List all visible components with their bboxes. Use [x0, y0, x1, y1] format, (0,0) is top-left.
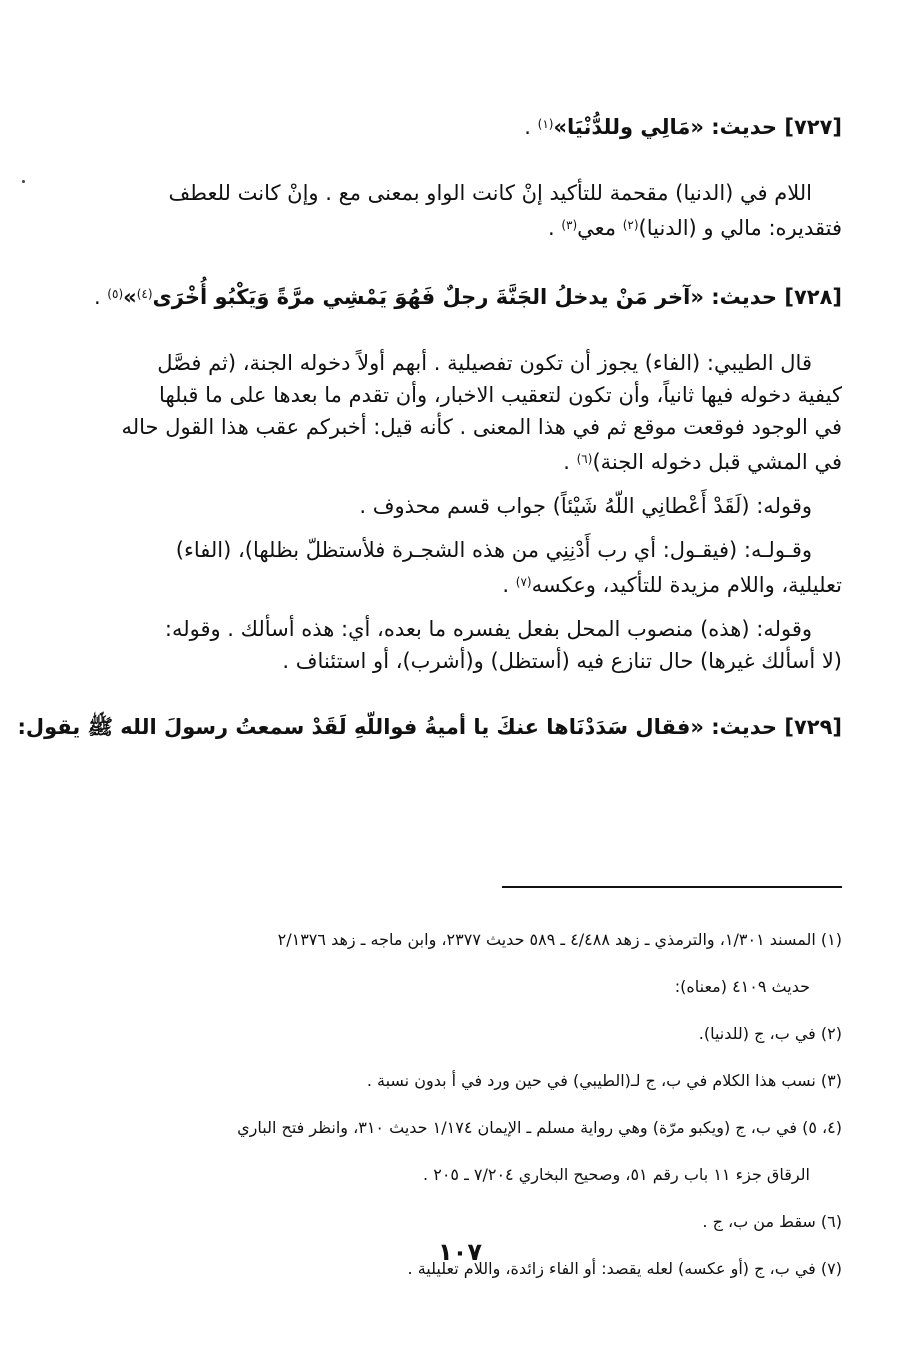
footnote-7: (٧) في ب، ج (أو عكسه) لعله يقصد: أو الفاء زائدة، واللام تعليلية .	[407, 1259, 842, 1278]
para-2-line-1: قال الطيبي: (الفاء) يجوز أن تكون تفصيلية . أبهم أولاً دخوله الجنة، (ثم فصَّل	[157, 351, 812, 375]
hadith-727-label: [٧٢٧] حديث:	[703, 115, 842, 139]
main-text	[17, 86, 842, 765]
para-1-line-1: اللام في (الدنيا) مقحمة للتأكيد إنْ كانت الواو بمعنى مع . وإنْ كانت للعطف	[168, 181, 812, 205]
footnote-mark-7: (٧)	[515, 575, 532, 589]
footnote-mark-6: (٦)	[576, 452, 593, 466]
para-4-line-2b: .	[502, 573, 516, 597]
footnote-1-line-2: حديث ٤١٠٩ (معناه):	[674, 977, 810, 996]
hadith-728-label: [٧٢٨] حديث:	[703, 285, 842, 309]
para-1-line-2b: معي	[577, 216, 623, 240]
para-1-line-2a: فتقديره: مالي و (الدنيا)	[638, 216, 842, 240]
para-5-line-2: (لا أسألك غيرها) حال تنازع فيه (أستظل) و(أشرب)، أو استئناف .	[282, 649, 842, 673]
footnote-1-line-1: (١) المسند ١/٣٠١، والترمذي ـ زهد ٤/٤٨٨ ـ ٥٨٩ حديث ٢٣٧٧، وابن ماجه ـ زهد ٢/١٣٧٦	[277, 930, 842, 949]
hadith-728-close: »	[123, 285, 137, 309]
footnote-mark-3: (٣)	[561, 218, 578, 232]
hadith-729-label: [٧٢٩] حديث:	[703, 715, 842, 739]
hadith-729-text: «فقال سَدَدْنَاها عنكَ يا أميةُ فواللّهِ لَقَدْ سمعتُ رسولَ الله ﷺ يقول:	[17, 715, 704, 739]
para-4-line-2a: تعليلية، واللام مزيدة للتأكيد، وعكسه	[531, 573, 842, 597]
scan-speck	[22, 180, 25, 183]
footnote-3: (٣) نسب هذا الكلام في ب، ج لـ(الطيبي) في حين ورد في أ بدون نسبة .	[366, 1071, 842, 1090]
para-3-line-1: وقوله: (لَقَدْ أَعْطانِي اللّهُ شَيْئاً) جواب قسم محذوف .	[359, 494, 812, 518]
para-4-line-1: وقـولـه: (فيقـول: أي رب أَدْنِنِي من هذه الشجـرة فلأستظلّ بظلها)، (الفاء)	[175, 538, 812, 562]
footnote-mark-1: (١)	[537, 117, 554, 131]
para-1-line-2c: .	[547, 216, 562, 240]
para-4-line-2	[128, 566, 842, 601]
para-1-line-2	[128, 209, 842, 244]
footnote-mark-5: (٥)	[107, 287, 124, 301]
footnote-divider	[502, 886, 842, 888]
hadith-728-end: .	[93, 285, 108, 309]
footnote-mark-4: (٤)	[136, 287, 153, 301]
hadith-727	[128, 107, 842, 144]
footnote-4-5-line-2: الرقاق جزء ١١ باب رقم ٥١، وصحيح البخاري ٧/٢٠٤ ـ ٢٠٥ .	[423, 1165, 810, 1184]
hadith-728	[93, 277, 842, 314]
footnote-4-5-line-1: (٤، ٥) في ب، ج (ويكبو مرّة) وهي رواية مسلم ـ الإيمان ١/١٧٤ حديث ٣١٠، وانظر فتح الباري	[237, 1118, 842, 1137]
footnote-2: (٢) في ب، ج (للدنيا).	[698, 1024, 842, 1043]
page-number: ١٠٧	[438, 1238, 482, 1266]
para-2-line-4	[128, 443, 842, 478]
para-2-line-3: في الوجود فوقعت موقع ثم في هذا المعنى . كأنه قيل: أخبركم عقب هذا القول حاله	[121, 415, 842, 439]
footnote-6: (٦) سقط من ب، ج .	[702, 1212, 842, 1231]
para-2-line-2: كيفية دخوله فيها ثانياً، وأن تكون لتعقيب الاخبار، وأن تقدم ما بعدها على ما قبلها	[159, 383, 842, 407]
para-2-line-4a: في المشي قبل دخوله الجنة)	[592, 450, 842, 474]
hadith-727-end: .	[524, 115, 538, 139]
hadith-727-text: «مَالِي وللدُّنْيَا»	[553, 115, 704, 139]
hadith-728-text: «آخر مَنْ يدخلُ الجَنَّةَ رجلٌ فَهُوَ يَمْشِي مرَّةً وَيَكْبُو أُخْرَى	[152, 285, 704, 309]
para-5-line-1: وقوله: (هذه) منصوب المحل بفعل يفسره ما بعده، أي: هذه أسألك . وقوله:	[164, 617, 812, 641]
hadith-729	[17, 710, 842, 744]
footnote-mark-2: (٢)	[622, 218, 639, 232]
para-2-line-4b: .	[563, 450, 577, 474]
